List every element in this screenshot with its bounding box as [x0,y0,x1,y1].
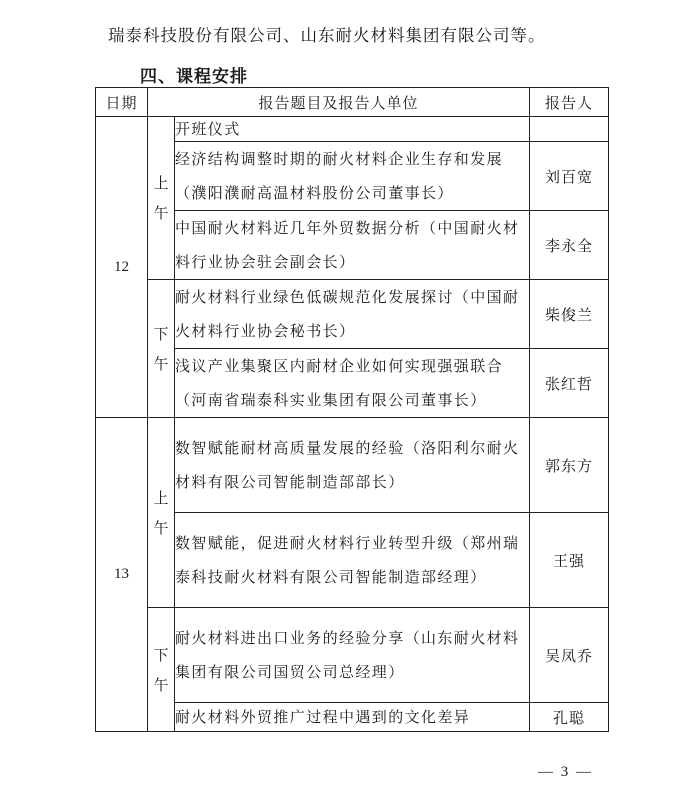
half-label-char: 午 [153,675,169,694]
table-row [96,280,609,349]
morning-label [148,418,175,608]
morning-label [148,117,175,280]
speaker-name: 柴俊兰 [530,280,609,349]
speaker-name: 刘百宽 [530,142,609,211]
half-label-char: 午 [153,518,169,537]
date-cell: 12 [96,117,148,418]
report-topic: 开班仪式 [175,117,530,142]
half-label-char: 上 [153,488,169,507]
speaker-name: 吴凤乔 [530,608,609,703]
report-topic: 耐火材料行业绿色低碳规范化发展探讨（中国耐火材料行业协会秘书长） [175,280,530,349]
header-date: 日期 [96,88,148,117]
report-topic: 中国耐火材料近几年外贸数据分析（中国耐火材料行业协会驻会副会长） [175,211,530,280]
date-cell: 13 [96,418,148,732]
report-topic: 耐火材料外贸推广过程中遇到的文化差异 [175,703,530,732]
speaker-name: 张红哲 [530,349,609,418]
speaker-name: 郭东方 [530,418,609,513]
half-label-char: 下 [153,645,169,664]
report-topic: 耐火材料进出口业务的经验分享（山东耐火材料集团有限公司国贸公司总经理） [175,608,530,703]
speaker-name: 李永全 [530,211,609,280]
speaker-name: 孔聪 [530,703,609,732]
section-heading: 四、课程安排 [140,67,248,87]
table-row [96,117,609,142]
half-label-char: 上 [153,174,169,192]
header-topic: 报告题目及报告人单位 [148,88,530,117]
table-header-row [96,88,609,117]
report-topic: 数智赋能，促进耐火材料行业转型升级（郑州瑞泰科技耐火材料有限公司智能制造部经理） [175,513,530,608]
afternoon-label [148,280,175,418]
table-row [96,608,609,703]
table-row [96,418,609,513]
half-label-char: 午 [153,354,169,373]
schedule-table [95,87,609,732]
report-topic: 数智赋能耐材高质量发展的经验（洛阳利尔耐火材料有限公司智能制造部部长） [175,418,530,513]
afternoon-label [148,608,175,732]
intro-line: 瑞泰科技股份有限公司、山东耐火材料集团有限公司等。 [108,26,546,45]
speaker-name: 王强 [530,513,609,608]
report-topic: 经济结构调整时期的耐火材料企业生存和发展（濮阳濮耐高温材料股份公司董事长） [175,142,530,211]
speaker-name [530,117,609,142]
header-speaker: 报告人 [530,88,609,117]
half-label-char: 午 [153,204,169,222]
half-label-char: 下 [153,324,169,343]
page-number: — 3 — [538,764,593,780]
report-topic: 浅议产业集聚区内耐材企业如何实现强强联合（河南省瑞泰科实业集团有限公司董事长） [175,349,530,418]
